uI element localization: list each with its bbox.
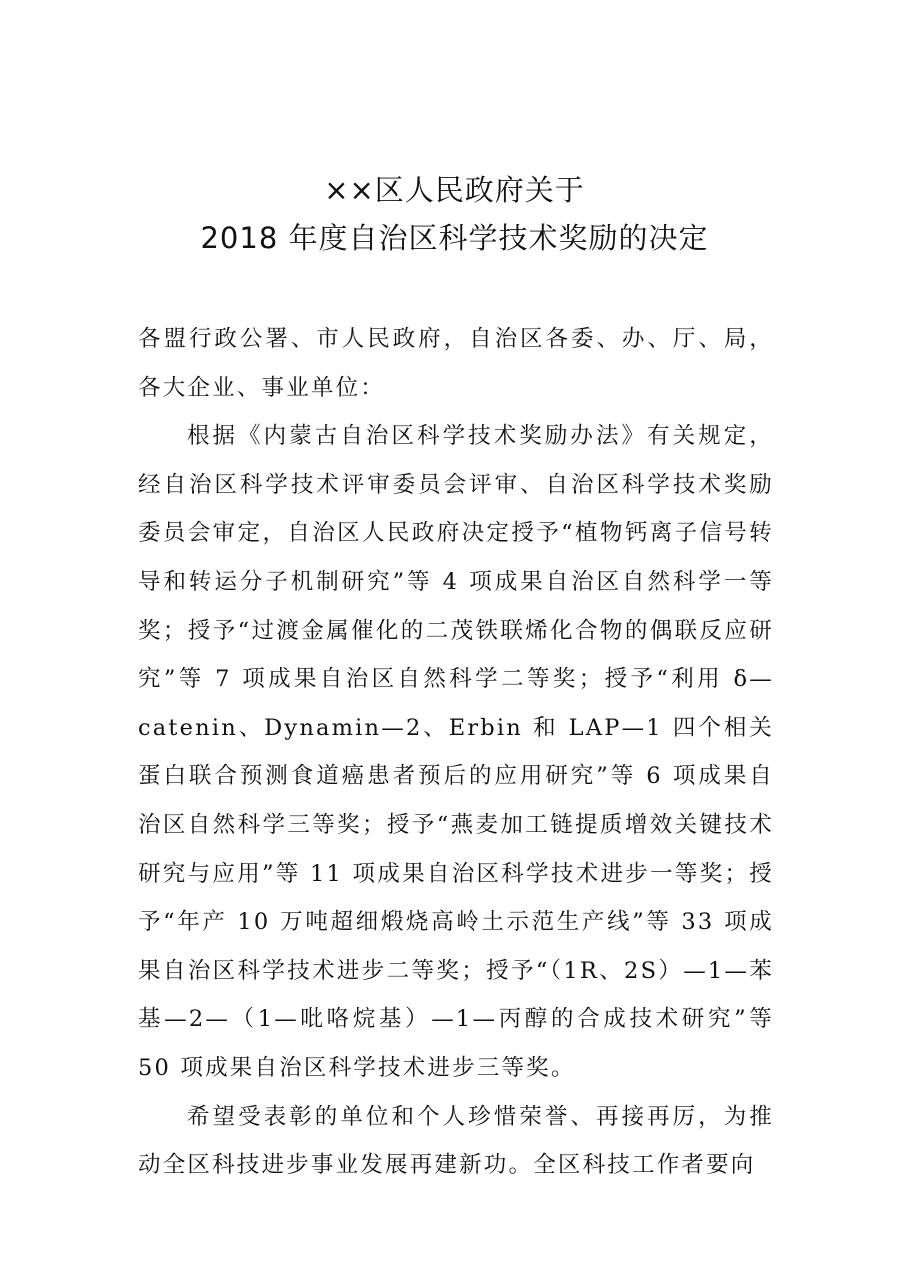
body-paragraph-1: 根据《内蒙古自治区科学技术奖励办法》有关规定，经自治区科学技术评审委员会评审、自治区科学技术奖励委员会审定，自治区人民政府决定授予“植物钙离子信号转导和转运分子机制研究”等 4 项成果自治区自然科学一等奖；授予“过渡金属催化的二茂铁联烯化合物的偶联反应研究”等 7 项成果自治区自然科学二等奖；授予“利用 δ—catenin、Dynamin—2、Erbin 和 LAP—1 四个相关蛋白联合预测食道癌患者预后的应用研究”等 6 项成果自治区自然科学三等奖；授予“燕麦加工链提质增效关键技术研究与应用”等 11 项成果自治区科学技术进步一等奖；授予“年产 10 万吨超细煅烧高岭土示范生产线”等 33 项成果自治区科学技术进步二等奖；授予“（1R、2S）—1—苯基—2—（1—吡咯烷基）—1—丙醇的合成技术研究”等 50 项成果自治区科学技术进步三等奖。 [138, 423, 774, 1081]
document-title-line-1: ××区人民政府关于 [324, 173, 585, 207]
document-body [138, 315, 774, 1190]
body-paragraph-2: 希望受表彰的单位和个人珍惜荣誉、再接再厉，为推动全区科技进步事业发展再建新功。全区科技工作者要向 [138, 1103, 774, 1179]
salutation: 各盟行政公署、市人民政府，自治区各委、办、厅、局，各大企业、事业单位： [138, 326, 774, 401]
document-title-line-2: 2018 年度自治区科学技术奖励的决定 [200, 221, 709, 255]
